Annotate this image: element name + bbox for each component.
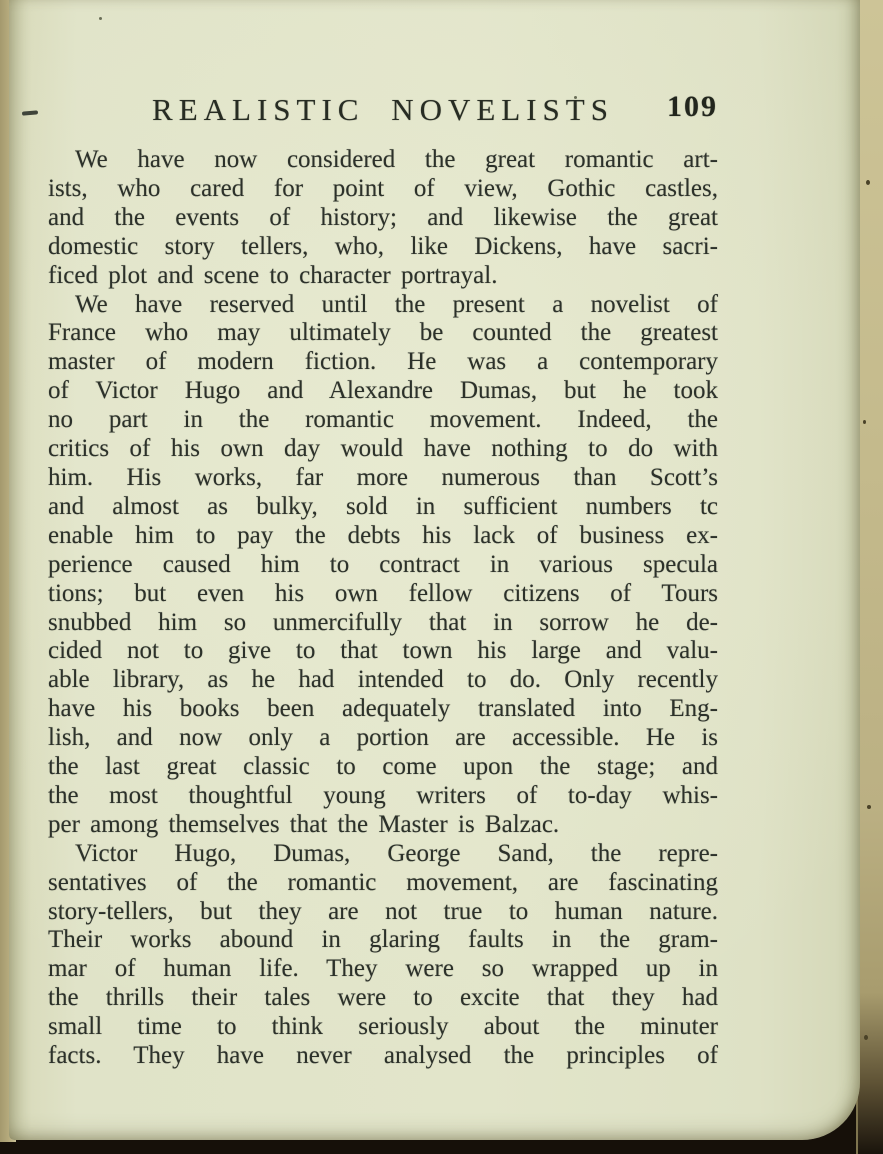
text-line: mar of human life. They were so wrapped up in xyxy=(48,955,718,983)
text-line: of Victor Hugo and Alexandre Dumas, but he took xyxy=(48,377,718,405)
text-line: sentatives of the romantic movement, are fascinating xyxy=(48,868,718,896)
page-number: 109 xyxy=(667,90,718,123)
running-title: REALISTIC NOVELISTS xyxy=(152,92,614,127)
text-line: him. His works, far more numerous than Scott’s xyxy=(48,463,718,491)
paper-speck xyxy=(864,1035,868,1040)
text-line: Victor Hugo, Dumas, George Sand, the repre- xyxy=(75,839,718,867)
text-line: master of modern fiction. He was a contemporary xyxy=(48,348,718,376)
text-line: and almost as bulky, sold in sufficient numbers tc xyxy=(48,492,718,520)
text-line: the thrills their tales were to excite that they had xyxy=(48,984,718,1012)
text-line: per among themselves that the Master is Balzac. xyxy=(48,810,560,838)
text-line: domestic story tellers, who, like Dickens, have sacri- xyxy=(48,232,718,260)
text-line: tions; but even his own fellow citizens of Tours xyxy=(48,579,718,607)
text-line: snubbed him so unmercifully that in sorrow he de- xyxy=(48,608,718,636)
text-line: small time to think seriously about the minuter xyxy=(48,1013,718,1041)
text-line: critics of his own day would have nothing to do with xyxy=(48,435,718,463)
text-line: Their works abound in glaring faults in the gram- xyxy=(48,926,718,954)
paper-speck xyxy=(867,805,871,809)
text-line: the most thoughtful young writers of to-day whis- xyxy=(48,781,718,809)
text-line: cided not to give to that town his large and valu- xyxy=(48,637,718,665)
text-line: ists, who cared for point of view, Gothic castles, xyxy=(48,174,718,202)
text-line: lish, and now only a portion are accessible. He is xyxy=(48,724,718,752)
text-line: story-tellers, but they are not true to human nature. xyxy=(48,897,718,925)
paper-speck xyxy=(863,420,866,424)
text-line: enable him to pay the debts his lack of business ex- xyxy=(48,521,718,549)
text-line: We have now considered the great romantic art- xyxy=(75,146,718,173)
pen-mark xyxy=(22,110,38,115)
text-line: no part in the romantic movement. Indeed, the xyxy=(48,406,718,434)
text-line: facts. They have never analysed the principles of xyxy=(48,1042,718,1070)
text-line: France who may ultimately be counted the greatest xyxy=(48,319,718,347)
paper-fleck xyxy=(99,17,102,20)
book-pages-fore-edge xyxy=(856,0,883,1154)
book-page xyxy=(9,0,860,1140)
paper-speck xyxy=(866,180,870,185)
text-line: ficed plot and scene to character portrayal. xyxy=(48,261,498,289)
text-line: We have reserved until the present a novelist of xyxy=(75,290,718,318)
text-line: the last great classic to come upon the stage; and xyxy=(48,753,718,781)
text-line: able library, as he had intended to do. Only recently xyxy=(48,666,718,694)
page-text xyxy=(48,146,718,1071)
text-line: perience caused him to contract in various specula xyxy=(48,550,718,578)
running-head xyxy=(48,92,718,132)
text-line: and the events of history; and likewise the great xyxy=(48,203,718,231)
text-line: have his books been adequately translated into Eng- xyxy=(48,695,718,723)
